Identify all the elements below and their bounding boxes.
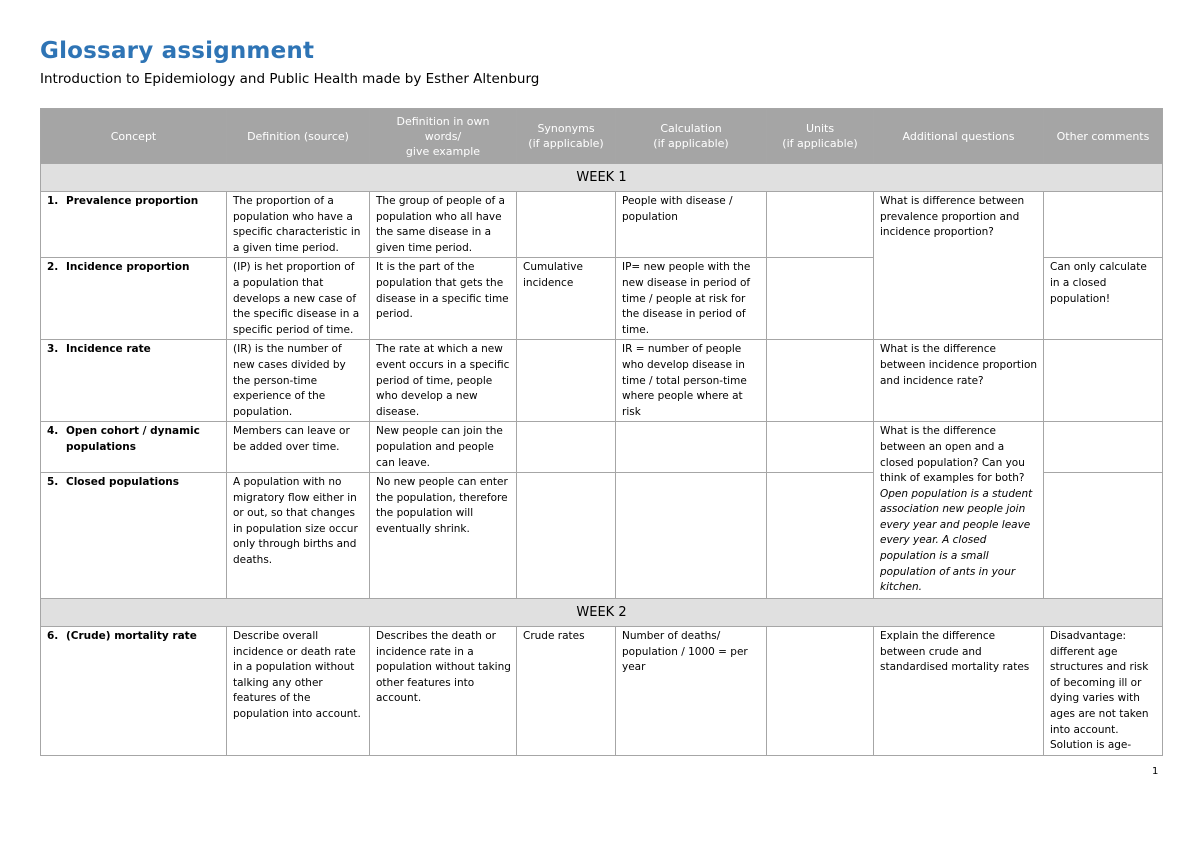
synonyms-cell [517, 340, 616, 422]
header-synonyms-line2: (if applicable) [528, 137, 604, 150]
definition-cell: A population with no migratory flow either in or out, so that changes in population size occur only through births and deaths. [227, 473, 370, 599]
header-units-line1: Units [805, 122, 835, 135]
header-calculation [616, 109, 767, 164]
additional-questions-cell: What is difference between prevalence proportion and incidence proportion? [874, 192, 1044, 340]
comments-cell [1044, 192, 1163, 258]
header-additional-questions: Additional questions [874, 109, 1044, 164]
concept-number: 2. [47, 261, 59, 274]
concept-number: 1. [47, 195, 59, 207]
comments-cell: Disadvantage: different age structures and risk of becoming ill or dying varies with ages are not taken into account. Solution is age- [1044, 627, 1163, 756]
concept-cell [41, 340, 227, 422]
calculation-cell: People with disease / population [616, 192, 767, 258]
additional-answer-text: Open population is a student association new people join every year and people leave every year. A closed population is a small population of ants in your kitchen. [880, 487, 1033, 594]
concept-name: Prevalence proportion [66, 195, 199, 207]
concept-name: Open cohort / dynamic populations [66, 425, 200, 453]
definition-cell: The proportion of a population who have a specific characteristic in a given time period. [227, 192, 370, 258]
concept-cell [41, 627, 227, 756]
concept-cell [41, 258, 227, 340]
own-definition-cell: New people can join the population and people can leave. [370, 422, 517, 473]
page-number: 1 [1152, 766, 1159, 777]
header-synonyms [517, 109, 616, 164]
units-cell [767, 422, 874, 473]
units-cell [767, 258, 874, 340]
document-title: Glossary assignment [40, 38, 315, 64]
synonyms-cell: Crude rates [517, 627, 616, 756]
own-definition-cell: It is the part of the population that gets the disease in a specific time period. [370, 258, 517, 340]
concept-name: (Crude) mortality rate [66, 630, 197, 643]
week-row [41, 599, 1163, 627]
additional-questions-cell: What is the difference between incidence proportion and incidence rate? [874, 340, 1044, 422]
concept-number: 5. [47, 476, 59, 489]
concept-name: Incidence proportion [66, 261, 190, 274]
comments-cell [1044, 340, 1163, 422]
additional-questions-cell [874, 422, 1044, 599]
week-row [41, 164, 1163, 192]
header-calculation-line1: Calculation [660, 122, 722, 135]
concept-number: 3. [47, 343, 59, 356]
header-definition-own-line3: give example [405, 144, 481, 158]
header-definition-own-line2: words/ [424, 129, 462, 143]
definition-cell: Members can leave or be added over time. [227, 422, 370, 473]
comments-cell [1044, 473, 1163, 599]
table-row [41, 627, 1163, 756]
synonyms-cell [517, 422, 616, 473]
calculation-cell [616, 422, 767, 473]
header-units-line2: (if applicable) [782, 137, 858, 150]
header-concept: Concept [41, 109, 227, 164]
own-definition-cell: The rate at which a new event occurs in a specific period of time, people who develop a new disease. [370, 340, 517, 422]
calculation-cell: Number of deaths/ population / 1000 = per year [616, 627, 767, 756]
concept-cell [41, 192, 227, 258]
week-label: WEEK 1 [41, 164, 1163, 192]
definition-cell: Describe overall incidence or death rate in a population without talking any other features of the population into account. [227, 627, 370, 756]
units-cell [767, 473, 874, 599]
header-other-comments: Other comments [1044, 109, 1163, 164]
week-label: WEEK 2 [41, 599, 1163, 627]
own-definition-cell: No new people can enter the population, therefore the population will eventually shrink. [370, 473, 517, 599]
own-definition-cell: Describes the death or incidence rate in a population without taking other features into account. [370, 627, 517, 756]
concept-name: Closed populations [66, 476, 180, 489]
header-units [767, 109, 874, 164]
own-definition-cell: The group of people of a population who all have the same disease in a given time period. [370, 192, 517, 258]
header-definition-own-line1: Definition in own [396, 114, 490, 128]
synonyms-cell [517, 473, 616, 599]
header-synonyms-line1: Synonyms [537, 122, 595, 135]
concept-number: 4. [47, 425, 59, 438]
concept-name: Incidence rate [66, 343, 151, 356]
table-header-row [41, 109, 1163, 164]
synonyms-cell [517, 192, 616, 258]
calculation-cell: IP= new people with the new disease in period of time / people at risk for the disease in period of time. [616, 258, 767, 340]
document-subtitle: Introduction to Epidemiology and Public Health made by Esther Altenburg [40, 71, 540, 87]
header-definition-own [370, 109, 517, 164]
definition-cell: (IP) is het proportion of a population that develops a new case of the specific disease in a specific period of time. [227, 258, 370, 340]
calculation-cell [616, 473, 767, 599]
synonyms-cell: Cumulative incidence [517, 258, 616, 340]
units-cell [767, 192, 874, 258]
comments-cell [1044, 422, 1163, 473]
concept-cell [41, 422, 227, 473]
glossary-table [40, 108, 1163, 756]
units-cell [767, 627, 874, 756]
calculation-cell: IR = number of people who develop disease in time / total person-time where people where at risk [616, 340, 767, 422]
header-definition-source: Definition (source) [227, 109, 370, 164]
comments-cell: Can only calculate in a closed population! [1044, 258, 1163, 340]
concept-number: 6. [47, 630, 59, 643]
units-cell [767, 340, 874, 422]
table-row [41, 192, 1163, 258]
additional-question-text: What is the difference between an open and a closed population? Can you think of examples for both? [880, 425, 1025, 485]
table-row [41, 422, 1163, 473]
additional-questions-cell: Explain the difference between crude and standardised mortality rates [874, 627, 1044, 756]
concept-cell [41, 473, 227, 599]
table-row [41, 340, 1163, 422]
header-calculation-line2: (if applicable) [653, 137, 729, 150]
definition-cell: (IR) is the number of new cases divided by the person-time experience of the population. [227, 340, 370, 422]
